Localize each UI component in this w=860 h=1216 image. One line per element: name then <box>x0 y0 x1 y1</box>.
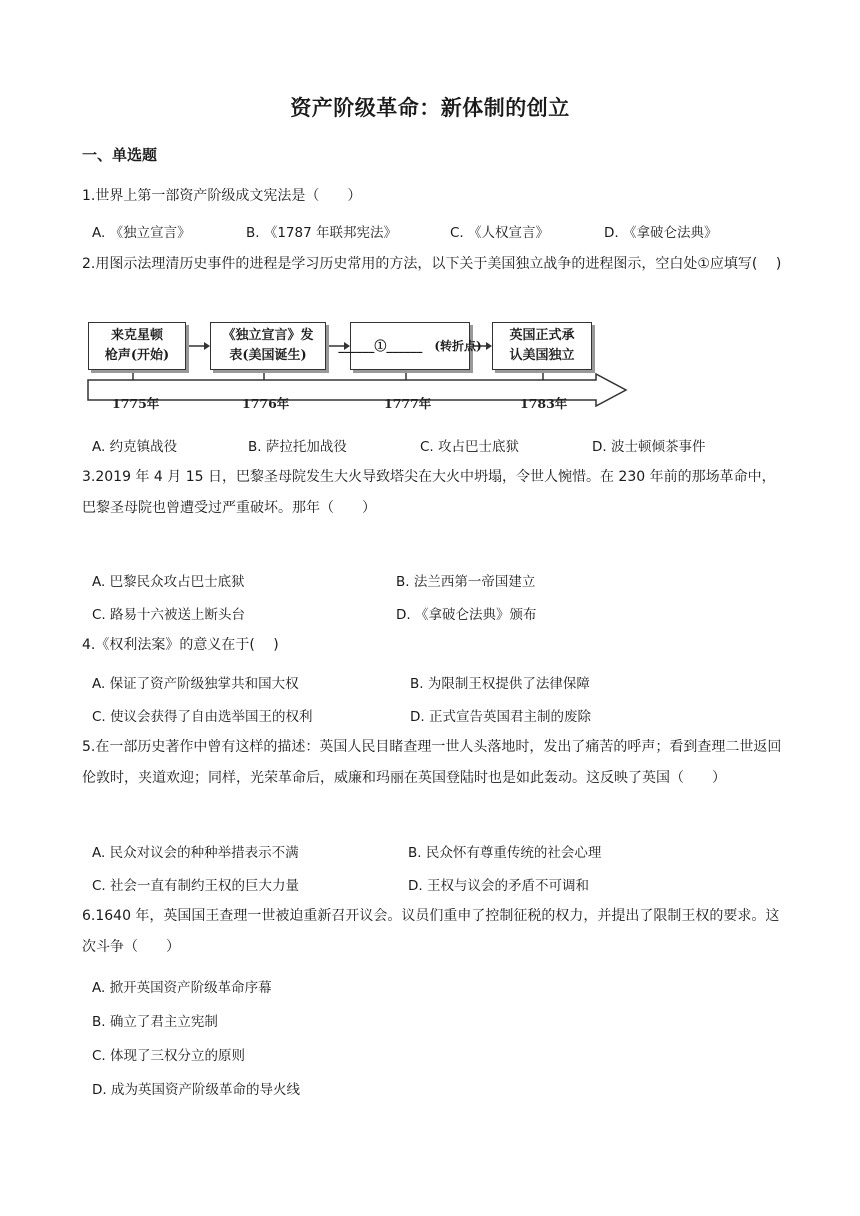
q5-option-b[interactable]: B. 民众怀有尊重传统的社会心理 <box>408 845 602 861</box>
q2-option-a[interactable]: A. 约克镇战役 <box>92 439 178 455</box>
question-6: 6.1640 年，英国国王查理一世被迫重新召开议会。议员们重申了控制征税的权力，并提出了限制王权的要求。这次斗争（ ） <box>82 908 780 955</box>
q3-option-d[interactable]: D. 《拿破仑法典》颁布 <box>396 607 537 623</box>
question-1: 1.世界上第一部资产阶级成文宪法是（ ） <box>82 188 362 204</box>
q2-option-d[interactable]: D. 波士顿倾茶事件 <box>592 439 706 455</box>
q4-option-a[interactable]: A. 保证了资产阶级独掌共和国大权 <box>92 676 299 692</box>
timeline-box-recognition-text: 英国正式承 认美国独立 <box>509 328 575 363</box>
q1-option-c[interactable]: C. 《人权宣言》 <box>450 225 550 241</box>
timeline-year-1: 1775年 <box>112 396 160 411</box>
timeline-year-2: 1776年 <box>242 396 290 411</box>
section-heading: 一、单选题 <box>82 146 158 164</box>
timeline-box-recognition <box>492 322 592 370</box>
timeline-year-4: 1783年 <box>520 396 568 411</box>
q4-option-b[interactable]: B. 为限制王权提供了法律保障 <box>410 676 590 692</box>
q6-option-b[interactable]: B. 确立了君主立宪制 <box>92 1014 218 1030</box>
q5-option-a[interactable]: A. 民众对议会的种种举措表示不满 <box>92 845 299 861</box>
question-4: 4.《权利法案》的意义在于( ) <box>82 637 279 653</box>
q4-option-c[interactable]: C. 使议会获得了自由选举国王的权利 <box>92 709 313 725</box>
timeline-box-turning-point-text: ______①______ (转折点) <box>338 339 482 353</box>
timeline-box-turning-point <box>338 322 482 370</box>
q6-option-d[interactable]: D. 成为英国资产阶级革命的导火线 <box>92 1082 300 1098</box>
q1-option-b[interactable]: B. 《1787 年联邦宪法》 <box>246 225 397 241</box>
q1-option-a[interactable]: A. 《独立宣言》 <box>92 225 191 241</box>
question-2: 2.用图示法理清历史事件的进程是学习历史常用的方法，以下关于美国独立战争的进程图示，空白处①应填写( ) <box>82 256 782 272</box>
timeline-diagram <box>86 318 631 416</box>
timeline-box-declaration <box>210 322 326 370</box>
question-5: 5.在一部历史著作中曾有这样的描述：英国人民目睹查理一世人头落地时，发出了痛苦的呼声；看到查理二世返回伦敦时，夹道欢迎；同样，光荣革命后，威廉和玛丽在英国登陆时也是如此轰动。这反映了英国（ ） <box>82 739 782 786</box>
q2-option-b[interactable]: B. 萨拉托加战役 <box>248 439 347 455</box>
q2-option-c[interactable]: C. 攻占巴士底狱 <box>420 439 520 455</box>
q5-option-d[interactable]: D. 王权与议会的矛盾不可调和 <box>408 878 589 894</box>
q1-option-d[interactable]: D. 《拿破仑法典》 <box>604 225 718 241</box>
q5-option-c[interactable]: C. 社会一直有制约王权的巨大力量 <box>92 878 300 894</box>
timeline-year-3: 1777年 <box>384 396 432 411</box>
q3-option-c[interactable]: C. 路易十六被送上断头台 <box>92 607 246 623</box>
q3-option-b[interactable]: B. 法兰西第一帝国建立 <box>396 574 536 590</box>
timeline-box-start-text: 来克星顿 枪声(开始) <box>104 328 170 363</box>
question-3: 3.2019 年 4 月 15 日，巴黎圣母院发生大火导致塔尖在大火中坍塌，令世人惋惜。在 230 年前的那场革命中，巴黎圣母院也曾遭受过严重破坏。那年（ ） <box>82 469 776 516</box>
timeline-box-declaration-text: 《独立宣言》发 表(美国诞生) <box>222 328 314 363</box>
timeline-box-start <box>88 322 186 370</box>
q3-option-a[interactable]: A. 巴黎民众攻占巴士底狱 <box>92 574 245 590</box>
page-title: 资产阶级革命：新体制的创立 <box>290 96 570 120</box>
q6-option-a[interactable]: A. 掀开英国资产阶级革命序幕 <box>92 980 272 996</box>
q4-option-d[interactable]: D. 正式宣告英国君主制的废除 <box>410 709 591 725</box>
q6-option-c[interactable]: C. 体现了三权分立的原则 <box>92 1048 246 1064</box>
